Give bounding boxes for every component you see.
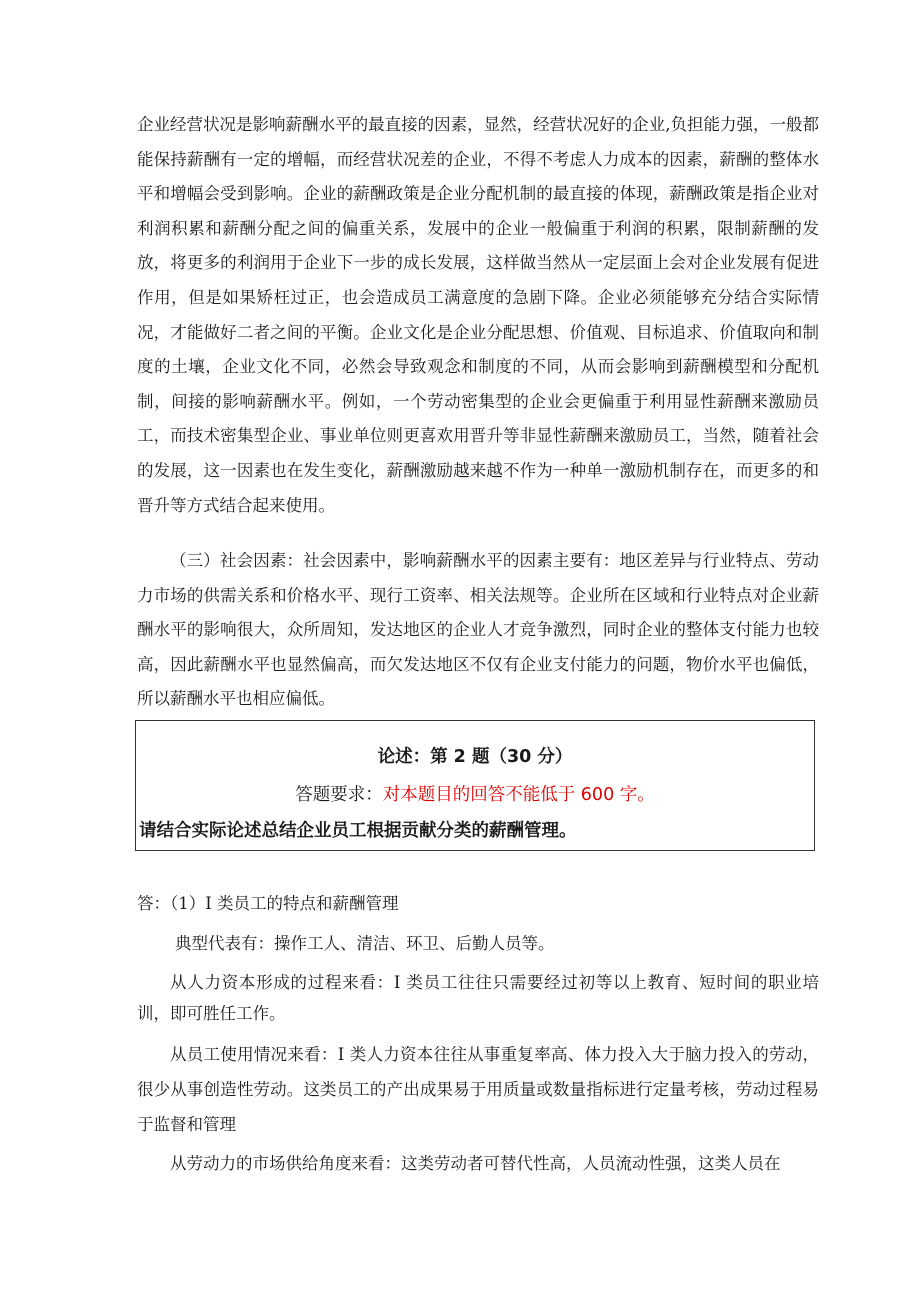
requirement-label: 答题要求： — [295, 785, 383, 805]
paragraph-social-factors: （三）社会因素：社会因素中，影响薪酬水平的因素主要有：地区差异与行业特点、劳动力市场的供需关系和价格水平、现行工资率、相关法规等。企业所在区域和行业特点对企业薪酬水平的影响很大，众所周知，发达地区的企业人才竞争激烈，同时企业的整体支付能力也较高，因此薪酬水平也显然偏高，而欠发达地区不仅有企业支付能力的问题，物价水平也偏低，所以薪酬水平也相应偏低。 — [137, 551, 819, 709]
answer-usage: 从员工使用情况来看：I 类人力资本往往从事重复率高、体力投入大于脑力投入的劳动，很少从事创造性劳动。这类员工的产出成果易于用质量或数量指标进行定量考核，劳动过程易于监督和管理 — [137, 1045, 819, 1134]
question-text: 请结合实际论述总结企业员工根据贡献分类的薪酬管理。 — [139, 821, 577, 841]
answer-typical-roles: 典型代表有：操作工人、清洁、环卫、后勤人员等。 — [175, 934, 555, 953]
answer-market-supply: 从劳动力的市场供给角度来看：这类劳动者可替代性高，人员流动性强，这类人员在 — [170, 1154, 781, 1173]
question-box — [135, 720, 815, 851]
answer-heading: 答：（1）I 类员工的特点和薪酬管理 — [137, 894, 399, 913]
question-title: 论述：第 2 题（30 分） — [377, 747, 573, 767]
requirement-text: 对本题目的回答不能低于 600 字。 — [382, 785, 655, 805]
paragraph-enterprise-factors: 企业经营状况是影响薪酬水平的最直接的因素，显然，经营状况好的企业,负担能力强，一般都能保持薪酬有一定的增幅，而经营状况差的企业，不得不考虑人力成本的因素，薪酬的整体水平和增幅会受到影响。企业的薪酬政策是企业分配机制的最直接的体现，薪酬政策是指企业对利润积累和薪酬分配之间的偏重关系，发展中的企业一般偏重于利润的积累，限制薪酬的发放，将更多的利润用于企业下一步的成长发展，这样做当然从一定层面上会对企业发展有促进作用，但是如果矫枉过正，也会造成员工满意度的急剧下降。企业必须能够充分结合实际情况，才能做好二者之间的平衡。企业文化是企业分配思想、价值观、目标追求、价值取向和制度的土壤，企业文化不同，必然会导致观念和制度的不同，从而会影响到薪酬模型和分配机制，间接的影响薪酬水平。例如，一个劳动密集型的企业会更偏重于利用显性薪酬来激励员工，而技术密集型企业、事业单位则更喜欢用晋升等非显性薪酬来激励员工，当然，随着社会的发展，这一因素也在发生变化，薪酬激励越来越不作为一种单一激励机制存在，而更多的和晋升等方式结合起来使用。 — [137, 115, 819, 515]
answer-formation: 从人力资本形成的过程来看：I 类员工往往只需要经过初等以上教育、短时间的职业培训，即可胜任工作。 — [137, 973, 819, 1023]
answer-requirement — [136, 781, 814, 806]
